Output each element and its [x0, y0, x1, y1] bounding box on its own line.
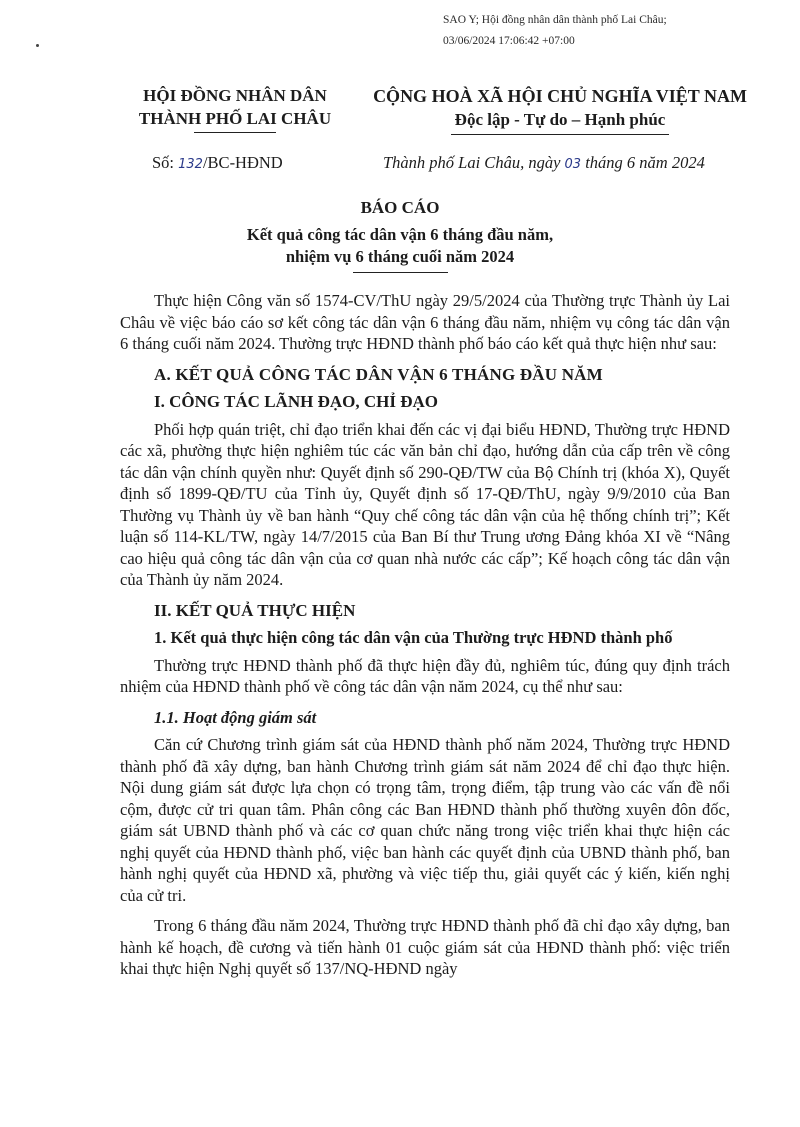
country-name: CỘNG HOÀ XÃ HỘI CHỦ NGHĨA VIỆT NAM	[373, 86, 747, 106]
document-title: BÁO CÁO	[360, 198, 440, 217]
title-underline	[353, 272, 448, 273]
motto: Độc lập - Tự do – Hạnh phúc	[454, 110, 666, 129]
date-part-1: Thành phố Lai Châu, ngày	[383, 153, 565, 172]
subsection-heading-1-1: 1.1. Hoạt động giám sát	[154, 707, 317, 727]
document-subtitle-2: nhiệm vụ 6 tháng cuối năm 2024	[285, 247, 515, 266]
document-subtitle-1: Kết quả công tác dân vận 6 tháng đầu năm,	[246, 225, 554, 244]
document-number	[152, 153, 283, 173]
agency-line-1: HỘI ĐỒNG NHÂN DÂN	[143, 86, 327, 105]
national-motto	[362, 84, 758, 135]
motto-underline	[451, 134, 669, 135]
date-line	[383, 153, 705, 173]
subsection-heading-1: 1. Kết quả thực hiện công tác dân vận của Thường trực HĐND thành phố	[154, 628, 673, 647]
scan-speck	[36, 44, 39, 47]
issuing-agency	[118, 84, 352, 133]
doc-number-prefix: Số:	[152, 153, 179, 172]
date-part-2: tháng 6 năm 2024	[581, 153, 705, 172]
paragraph-i: Phối hợp quán triệt, chỉ đạo triển khai đến các vị đại biểu HĐND, Thường trực HĐND các xã, phường thực hiện nghiêm túc các văn bản chỉ đạo, hướng dẫn của cấp trên về công tác dân vận chính quyền như: Quyết định số 290-QĐ/TW của Bộ Chính trị (khóa X), Quyết định số 1899-QĐ/TU của Tỉnh ủy, Quyết định số 17-QĐ/ThU, ngày 9/9/2010 của Ban Thường vụ Thành ủy về ban hành “Quy chế công tác dân vận của hệ thống chính trị”; Kết luận số 114-KL/TW, ngày 14/7/2015 của Ban Bí thư Trung ương Đảng khóa XI về “Nâng cao hiệu quả công tác dân vận của cơ quan nhà nước các cấp”; Kế hoạch công tác dân vận của Thành ủy năm 2024.	[120, 419, 730, 589]
date-handwritten-day: 03	[564, 157, 582, 172]
agency-line-2: THÀNH PHỐ LAI CHÂU	[138, 109, 332, 128]
doc-number-handwritten: 132	[178, 157, 203, 172]
section-heading-a: A. KẾT QUẢ CÔNG TÁC DÂN VẬN 6 THÁNG ĐẦU NĂM	[154, 364, 603, 384]
stamp-line-1: SAO Y; Hội đồng nhân dân thành phố Lai Châu;	[443, 14, 667, 26]
section-heading-ii: II. KẾT QUẢ THỰC HIỆN	[154, 600, 356, 620]
paragraph-1-1-b: Trong 6 tháng đầu năm 2024, Thường trực HĐND thành phố đã chỉ đạo xây dựng, ban hành kế hoạch, đề cương và tiến hành 01 cuộc giám sát của HĐND thành phố: việc triển khai thực hiện Nghị quyết số 137/NQ-HĐND ngày	[120, 916, 730, 978]
agency-underline	[194, 132, 276, 133]
document-body	[120, 290, 730, 989]
doc-number-suffix: /BC-HĐND	[202, 153, 283, 172]
paragraph-1-1-a: Căn cứ Chương trình giám sát của HĐND thành phố năm 2024, Thường trực HĐND thành phố đã xây dựng, ban hành Chương trình giám sát năm 2024 để chỉ đạo thực hiện. Nội dung giám sát được lựa chọn có trọng tâm, trọng điểm, tập trung vào các vấn đề nổi cộm, được cử tri quan tâm. Phân công các Ban HĐND thành phố thường xuyên đôn đốc, giám sát UBND thành phố và các cơ quan chức năng trong việc triển khai thực hiện các nghị quyết của HĐND thành phố, việc ban hành các quyết định của UBND thành phố, ban hành nghị quyết của HĐND xã, phường và việc tiếp thu, giải quyết các ý kiến, kiến nghị của cử tri.	[120, 735, 730, 905]
section-heading-i: I. CÔNG TÁC LÃNH ĐẠO, CHỈ ĐẠO	[154, 392, 438, 411]
paragraph-1: Thường trực HĐND thành phố đã thực hiện đầy đủ, nghiêm túc, đúng quy định trách nhiệm của HĐND thành phố về công tác dân vận năm 2024, cụ thể như sau:	[120, 655, 730, 696]
intro-paragraph: Thực hiện Công văn số 1574-CV/ThU ngày 29/5/2024 của Thường trực Thành ủy Lai Châu về việc báo cáo sơ kết công tác dân vận 6 tháng đầu năm, nhiệm vụ công tác dân vận 6 tháng cuối năm 2024. Thường trực HĐND thành phố báo cáo kết quả thực hiện như sau:	[120, 291, 730, 353]
stamp-line-2: 03/06/2024 17:06:42 +07:00	[443, 35, 575, 47]
copy-stamp	[443, 10, 667, 52]
